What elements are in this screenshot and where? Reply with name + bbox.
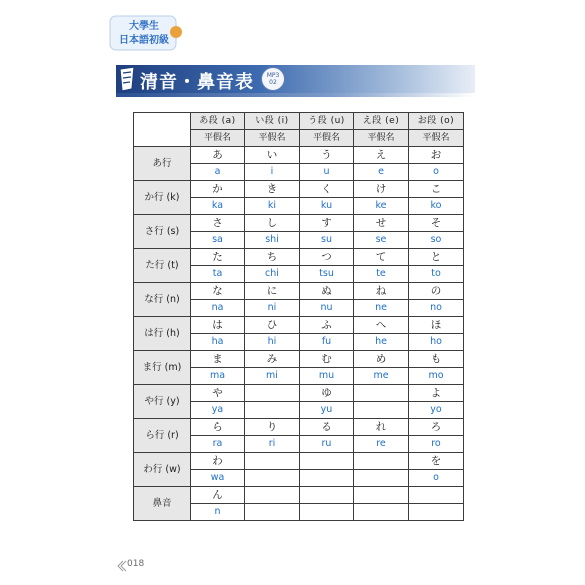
kana-cell: せ bbox=[354, 215, 409, 232]
pen-badge-icon bbox=[116, 63, 138, 95]
kana-cell: い bbox=[245, 147, 300, 164]
kana-row bbox=[134, 419, 464, 436]
column-subheader: 平假名 bbox=[245, 130, 300, 147]
romaji-cell: ni bbox=[245, 300, 300, 317]
kana-cell: か bbox=[191, 181, 245, 198]
kana-cell bbox=[409, 487, 464, 504]
kana-cell: つ bbox=[300, 249, 354, 266]
romaji-cell: no bbox=[409, 300, 464, 317]
kana-cell: め bbox=[354, 351, 409, 368]
page-arrow-icon bbox=[115, 557, 127, 569]
column-subheader: 平假名 bbox=[191, 130, 245, 147]
romaji-cell: sa bbox=[191, 232, 245, 249]
kana-cell: れ bbox=[354, 419, 409, 436]
kana-cell: も bbox=[409, 351, 464, 368]
kana-cell bbox=[300, 453, 354, 470]
kana-row bbox=[134, 487, 464, 504]
header-row bbox=[134, 113, 464, 130]
romaji-cell: ko bbox=[409, 198, 464, 215]
romaji-cell: ta bbox=[191, 266, 245, 283]
row-label: ら行 (r) bbox=[134, 419, 191, 453]
kana-cell: る bbox=[300, 419, 354, 436]
kana-cell: し bbox=[245, 215, 300, 232]
romaji-cell: me bbox=[354, 368, 409, 385]
kana-cell: え bbox=[354, 147, 409, 164]
romaji-cell bbox=[300, 470, 354, 487]
logo-line2: 日本語初級 bbox=[119, 35, 169, 46]
romaji-cell: su bbox=[300, 232, 354, 249]
romaji-cell bbox=[245, 504, 300, 521]
romaji-cell: chi bbox=[245, 266, 300, 283]
romaji-cell: yu bbox=[300, 402, 354, 419]
romaji-cell: ha bbox=[191, 334, 245, 351]
romaji-cell: shi bbox=[245, 232, 300, 249]
page-title: 清音・鼻音表 bbox=[140, 72, 254, 93]
kana-chart bbox=[133, 112, 464, 521]
corner-cell bbox=[134, 113, 191, 147]
romaji-cell bbox=[245, 470, 300, 487]
kana-cell: ま bbox=[191, 351, 245, 368]
romaji-cell: wa bbox=[191, 470, 245, 487]
kana-row bbox=[134, 453, 464, 470]
kana-cell: ひ bbox=[245, 317, 300, 334]
kana-cell: と bbox=[409, 249, 464, 266]
romaji-cell: n bbox=[191, 504, 245, 521]
row-label: わ行 (w) bbox=[134, 453, 191, 487]
romaji-cell bbox=[409, 504, 464, 521]
kana-cell: け bbox=[354, 181, 409, 198]
kana-cell bbox=[354, 385, 409, 402]
kana-cell: ろ bbox=[409, 419, 464, 436]
romaji-cell: se bbox=[354, 232, 409, 249]
romaji-cell: ra bbox=[191, 436, 245, 453]
row-label: ま行 (m) bbox=[134, 351, 191, 385]
kana-cell: り bbox=[245, 419, 300, 436]
kana-cell: よ bbox=[409, 385, 464, 402]
kana-row bbox=[134, 317, 464, 334]
column-header: え段 (e) bbox=[354, 113, 409, 130]
romaji-cell: fu bbox=[300, 334, 354, 351]
kana-cell: の bbox=[409, 283, 464, 300]
kana-cell: わ bbox=[191, 453, 245, 470]
kana-row bbox=[134, 283, 464, 300]
romaji-cell bbox=[354, 470, 409, 487]
row-label: は行 (h) bbox=[134, 317, 191, 351]
kana-cell: ん bbox=[191, 487, 245, 504]
column-subheader: 平假名 bbox=[300, 130, 354, 147]
kana-cell: み bbox=[245, 351, 300, 368]
kana-cell bbox=[354, 453, 409, 470]
kana-cell: を bbox=[409, 453, 464, 470]
page-number: 018 bbox=[127, 559, 145, 569]
romaji-cell: ru bbox=[300, 436, 354, 453]
kana-row bbox=[134, 249, 464, 266]
kana-cell bbox=[245, 385, 300, 402]
kana-cell: う bbox=[300, 147, 354, 164]
kana-cell bbox=[354, 487, 409, 504]
row-label: 鼻音 bbox=[134, 487, 191, 521]
row-label: あ行 bbox=[134, 147, 191, 181]
row-label: た行 (t) bbox=[134, 249, 191, 283]
romaji-cell: so bbox=[409, 232, 464, 249]
kana-chart-body bbox=[134, 113, 464, 521]
logo-mascot-icon bbox=[170, 26, 182, 38]
kana-cell: お bbox=[409, 147, 464, 164]
column-header: う段 (u) bbox=[300, 113, 354, 130]
romaji-cell: ne bbox=[354, 300, 409, 317]
romaji-cell bbox=[245, 402, 300, 419]
kana-cell: す bbox=[300, 215, 354, 232]
romaji-cell: hi bbox=[245, 334, 300, 351]
kana-cell: ね bbox=[354, 283, 409, 300]
romaji-cell bbox=[300, 504, 354, 521]
row-label: や行 (y) bbox=[134, 385, 191, 419]
romaji-cell: ho bbox=[409, 334, 464, 351]
romaji-cell: ma bbox=[191, 368, 245, 385]
romaji-cell: mo bbox=[409, 368, 464, 385]
kana-cell: た bbox=[191, 249, 245, 266]
row-label: さ行 (s) bbox=[134, 215, 191, 249]
kana-cell: き bbox=[245, 181, 300, 198]
audio-track-badge[interactable] bbox=[261, 67, 285, 91]
kana-row bbox=[134, 181, 464, 198]
romaji-cell: re bbox=[354, 436, 409, 453]
kana-cell: く bbox=[300, 181, 354, 198]
romaji-cell: e bbox=[354, 164, 409, 181]
kana-cell: ぬ bbox=[300, 283, 354, 300]
romaji-cell: o bbox=[409, 164, 464, 181]
kana-cell: に bbox=[245, 283, 300, 300]
row-label: な行 (n) bbox=[134, 283, 191, 317]
romaji-cell: na bbox=[191, 300, 245, 317]
audio-badge-label: MP3 bbox=[266, 72, 280, 79]
kana-cell: ほ bbox=[409, 317, 464, 334]
romaji-cell: nu bbox=[300, 300, 354, 317]
romaji-cell: te bbox=[354, 266, 409, 283]
romaji-cell: to bbox=[409, 266, 464, 283]
column-header: い段 (i) bbox=[245, 113, 300, 130]
kana-row bbox=[134, 385, 464, 402]
kana-cell bbox=[245, 487, 300, 504]
kana-cell bbox=[245, 453, 300, 470]
romaji-cell bbox=[354, 504, 409, 521]
kana-cell: そ bbox=[409, 215, 464, 232]
kana-cell: や bbox=[191, 385, 245, 402]
column-header: あ段 (a) bbox=[191, 113, 245, 130]
kana-cell: ち bbox=[245, 249, 300, 266]
kana-cell: て bbox=[354, 249, 409, 266]
row-label: か行 (k) bbox=[134, 181, 191, 215]
romaji-cell: ki bbox=[245, 198, 300, 215]
kana-row bbox=[134, 351, 464, 368]
kana-cell: ゆ bbox=[300, 385, 354, 402]
kana-cell: へ bbox=[354, 317, 409, 334]
romaji-cell: ku bbox=[300, 198, 354, 215]
kana-row bbox=[134, 147, 464, 164]
column-subheader: 平假名 bbox=[409, 130, 464, 147]
kana-cell: は bbox=[191, 317, 245, 334]
kana-cell bbox=[300, 487, 354, 504]
audio-badge-track: 02 bbox=[269, 79, 277, 86]
kana-cell: さ bbox=[191, 215, 245, 232]
romaji-cell: a bbox=[191, 164, 245, 181]
romaji-cell: yo bbox=[409, 402, 464, 419]
column-header: お段 (o) bbox=[409, 113, 464, 130]
kana-cell: ら bbox=[191, 419, 245, 436]
column-subheader: 平假名 bbox=[354, 130, 409, 147]
kana-cell: む bbox=[300, 351, 354, 368]
romaji-cell: ka bbox=[191, 198, 245, 215]
romaji-cell: ro bbox=[409, 436, 464, 453]
kana-cell: ふ bbox=[300, 317, 354, 334]
logo-line1: 大學生 bbox=[129, 21, 159, 32]
romaji-cell: he bbox=[354, 334, 409, 351]
romaji-cell: tsu bbox=[300, 266, 354, 283]
romaji-cell: ke bbox=[354, 198, 409, 215]
kana-cell: こ bbox=[409, 181, 464, 198]
romaji-cell: mu bbox=[300, 368, 354, 385]
kana-cell: な bbox=[191, 283, 245, 300]
kana-cell: あ bbox=[191, 147, 245, 164]
romaji-cell: o bbox=[409, 470, 464, 487]
romaji-cell: ya bbox=[191, 402, 245, 419]
kana-row bbox=[134, 215, 464, 232]
romaji-cell bbox=[354, 402, 409, 419]
romaji-cell: i bbox=[245, 164, 300, 181]
romaji-cell: u bbox=[300, 164, 354, 181]
romaji-cell: ri bbox=[245, 436, 300, 453]
romaji-cell: mi bbox=[245, 368, 300, 385]
book-logo bbox=[104, 12, 186, 54]
